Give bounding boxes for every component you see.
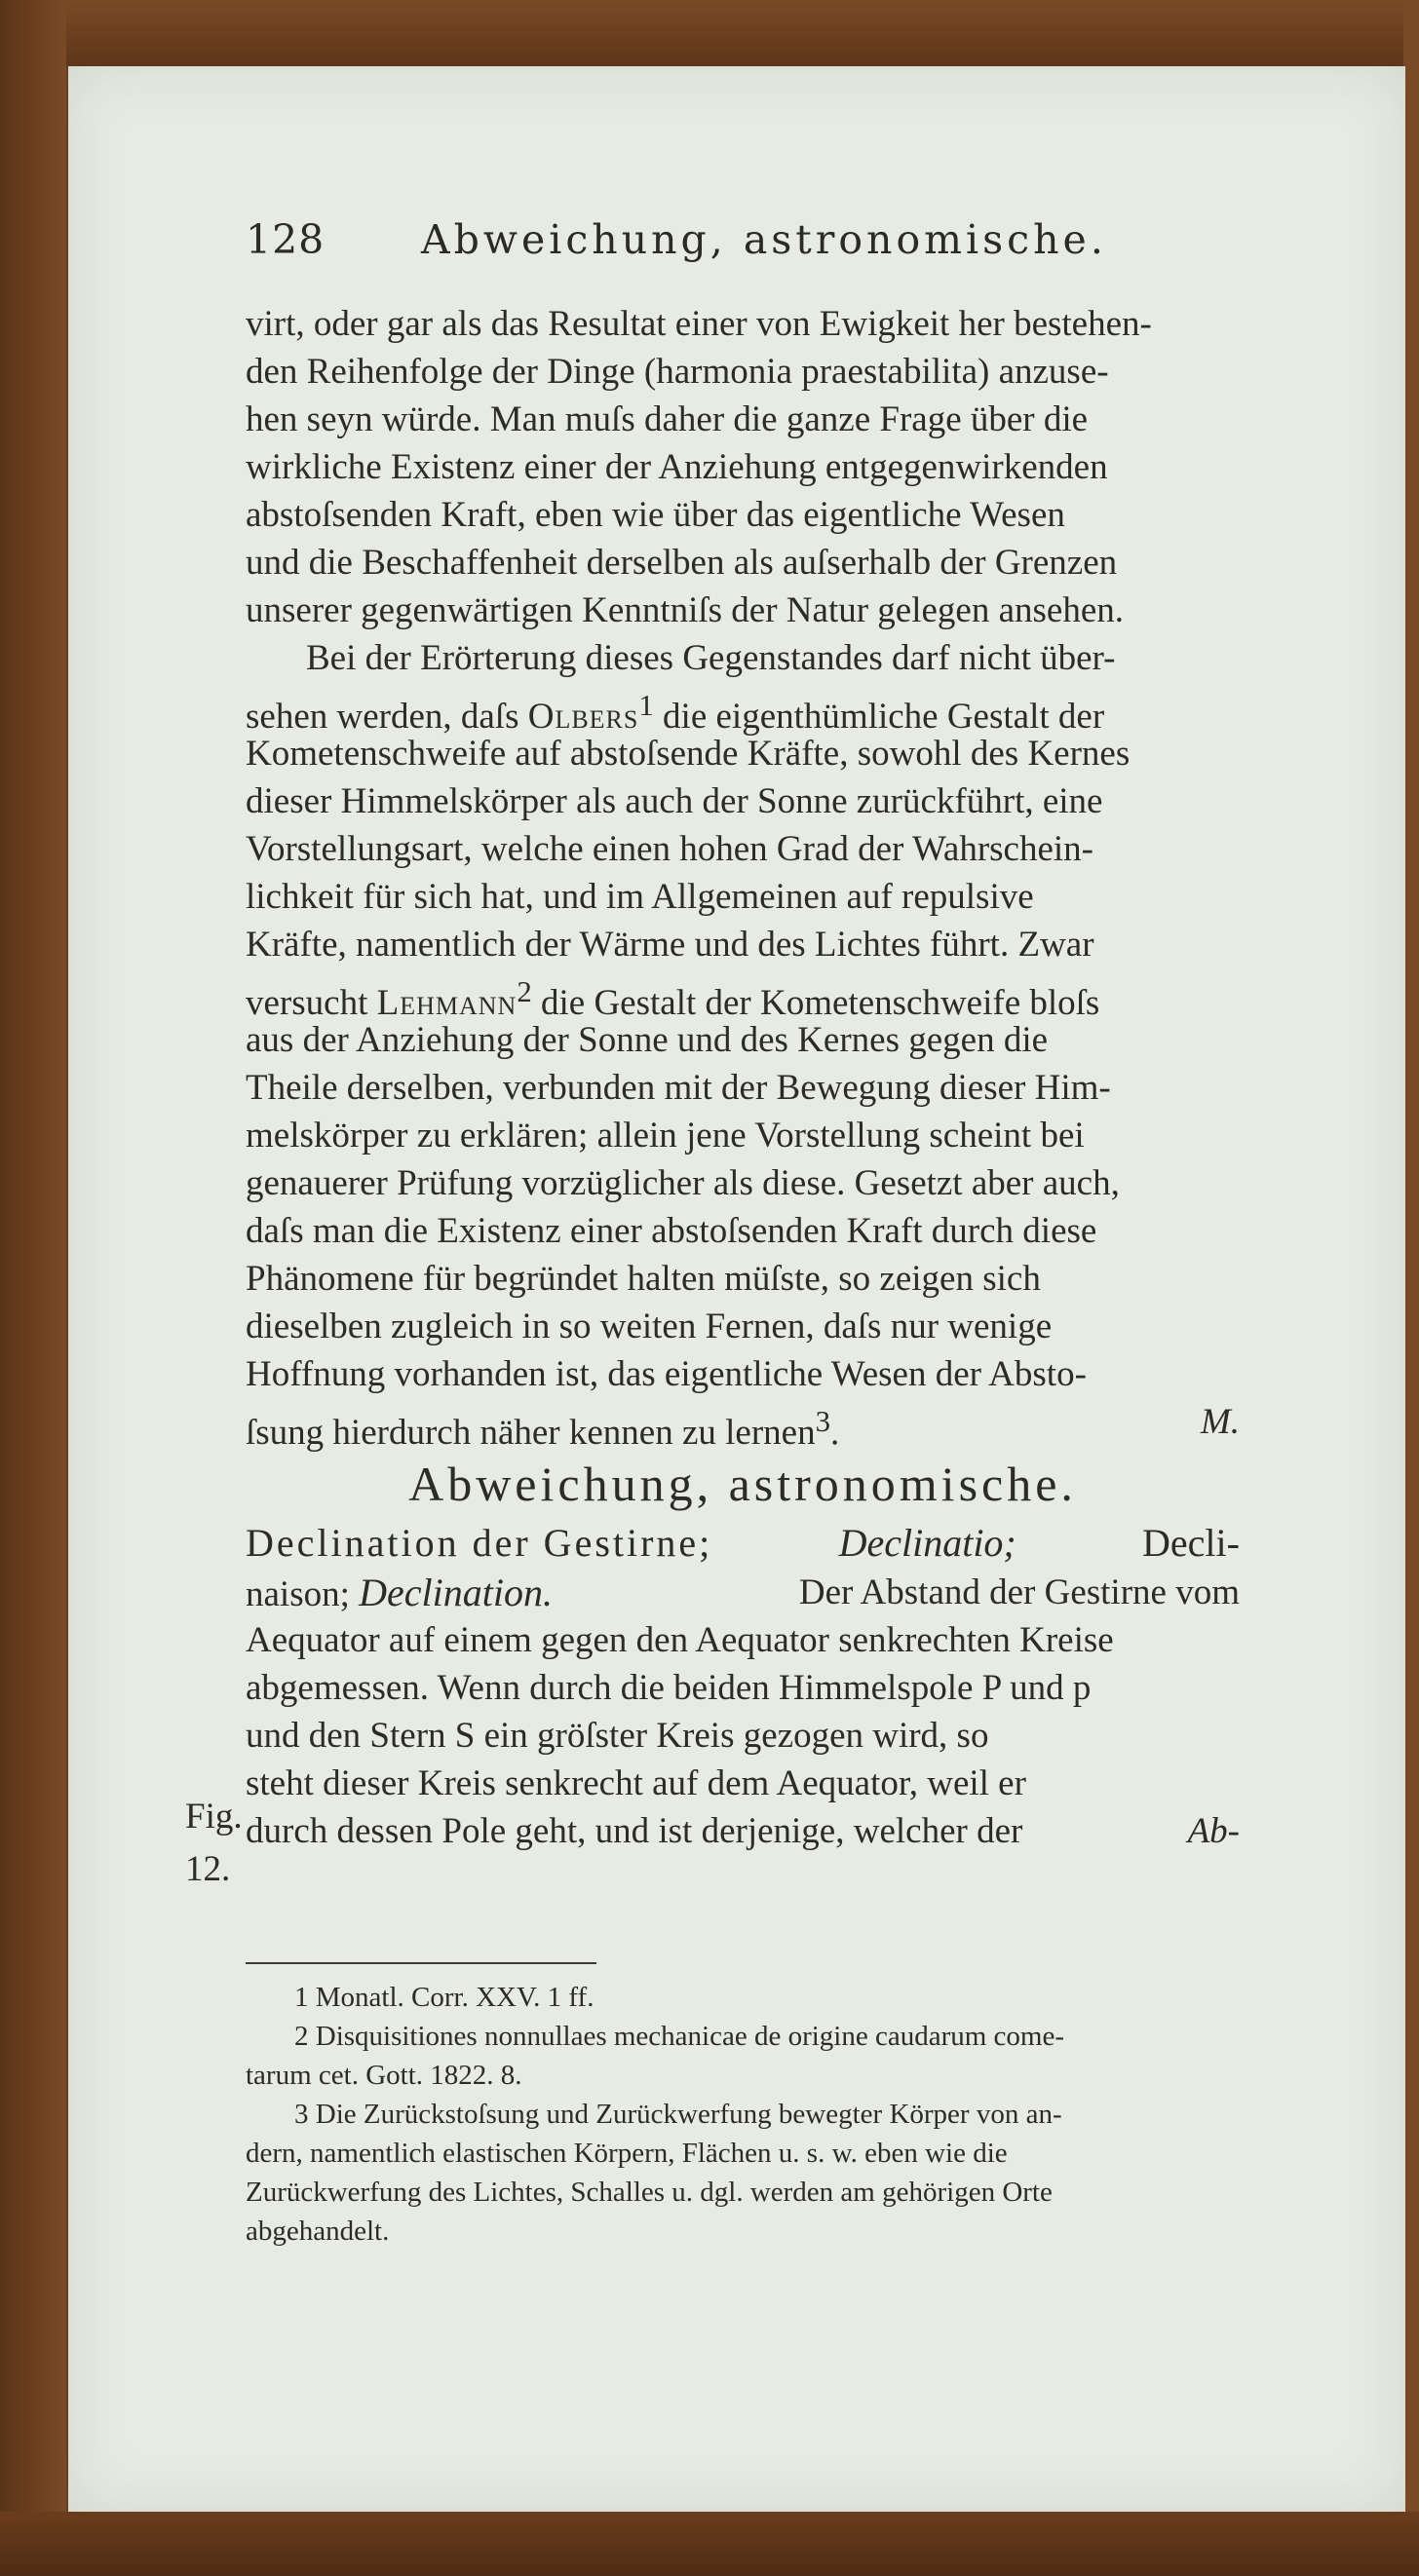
footnote-ref-2[interactable]: 2 [517, 975, 532, 1008]
text-line: Phänomene für begründet halten müſste, so zeigen sich [246, 1259, 1041, 1299]
footnote-ref-1[interactable]: 1 [638, 689, 654, 722]
text-line: den Reihenfolge der Dinge (harmonia praestabilita) anzuse- [246, 352, 1109, 392]
header-title: Abweichung, astronomische. [421, 216, 1107, 263]
book-edge-left [0, 0, 66, 2576]
page-number: 128 [246, 216, 326, 263]
footnote-2: 2 Disquisitiones nonnullaes mechanicae de origine caudarum come- [294, 2021, 1064, 2052]
text-line: sehen werden, daſs Olbers$^1$ die eigenthümliche Gestalt der [246, 682, 1240, 730]
text-line: versucht Lehmann$^2$ die Gestalt der Kometenschweife bloſs [246, 968, 1240, 1016]
footnote-2-cont: tarum cet. Gott. 1822. 8. [246, 2060, 522, 2091]
text-line: unserer gegenwärtigen Kenntniſs der Natur gelegen ansehen. [246, 590, 1125, 630]
text-line: Vorstellungsart, welche einen hohen Grad der Wahrschein- [246, 829, 1094, 869]
footnote-ref-3[interactable]: 3 [815, 1405, 830, 1438]
text-line: Kräfte, namentlich der Wärme und des Lichtes führt. Zwar [246, 925, 1094, 965]
running-header [246, 216, 1240, 275]
text-line: Aequator auf einem gegen den Aequator senkrechten Kreise [246, 1620, 1114, 1660]
text-line: steht dieser Kreis senkrecht auf dem Aequator, weil er [246, 1763, 1026, 1803]
text-line: abgemessen. Wenn durch die beiden Himmelspole P und p [246, 1668, 1092, 1708]
book-edge-bottom [0, 2512, 1419, 2576]
author-signature: M. [1200, 1402, 1240, 1442]
author-lehmann: Lehmann [376, 983, 518, 1024]
text-line: lichkeit für sich hat, und im Allgemeinen auf repulsive [246, 877, 1034, 917]
text-line: Bei der Erörterung dieses Gegenstandes darf nicht über- [306, 638, 1116, 678]
figure-label: Fig. [185, 1797, 243, 1837]
text-line: hen seyn würde. Man muſs daher die ganze Frage über die [246, 399, 1089, 439]
footnote-3-cont: abgehandelt. [246, 2216, 390, 2247]
text-line: Kometenschweife auf abstoſsende Kräfte, sowohl des Kernes [246, 734, 1131, 774]
text-line: abstoſsenden Kraft, eben wie über das eigentliche Wesen [246, 495, 1065, 535]
text-line: melskörper zu erklären; allein jene Vorstellung scheint bei [246, 1116, 1085, 1155]
text-line: und die Beschaffenheit derselben als auſserhalb der Grenzen [246, 543, 1118, 583]
footnotes [246, 1978, 1240, 2251]
text-line: Theile derselben, verbunden mit der Bewegung dieser Him- [246, 1068, 1111, 1108]
text-line: virt, oder gar als das Resultat einer von Ewigkeit her bestehen- [246, 304, 1152, 344]
text-line: ſsung hierdurch näher kennen zu lernen$^3$. M. [246, 1398, 1240, 1446]
book-edge-right [1403, 0, 1419, 2576]
footnote-3-cont: Zurückwerfung des Lichtes, Schalles u. dgl. werden am gehörigen Orte [246, 2177, 1053, 2208]
footnote-3-cont: dern, namentlich elastischen Körpern, Flächen u. s. w. eben wie die [246, 2138, 1008, 2169]
text-line: Declination der Gestirne; Declinatio; Decli- [246, 1521, 1240, 1565]
text-line: naison; Declination. Der Abstand der Gestirne vom [246, 1571, 1240, 1614]
footnote-1: 1 Monatl. Corr. XXV. 1 ff. [294, 1982, 594, 2013]
text-line: Hoffnung vorhanden ist, das eigentliche Wesen der Absto- [246, 1354, 1087, 1394]
text-line: dieselben zugleich in so weiten Fernen, daſs nur wenige [246, 1307, 1053, 1346]
footnote-rule [246, 1962, 596, 1964]
text-line: und den Stern S ein gröſster Kreis gezogen wird, so [246, 1716, 989, 1756]
text-line: genauerer Prüfung vorzüglicher als diese. Gesetzt aber auch, [246, 1163, 1120, 1203]
text-line: daſs man die Existenz einer abstoſsenden Kraft durch diese [246, 1211, 1097, 1251]
book-edge-top [0, 0, 1419, 68]
footnote-3: 3 Die Zurückstoſsung und Zurückwerfung bewegter Körper von an- [294, 2099, 1062, 2130]
text-line: wirkliche Existenz einer der Anziehung entgegenwirkenden [246, 447, 1108, 487]
article-heading: Abweichung, astronomische. [408, 1457, 1077, 1511]
text-line: durch dessen Pole geht, und ist derjenige, welcher der Ab- [246, 1811, 1240, 1851]
main-text [246, 300, 1240, 1855]
author-olbers: Olbers [527, 697, 639, 738]
text-line: aus der Anziehung der Sonne und des Kernes gegen die [246, 1020, 1049, 1060]
figure-number: 12. [185, 1849, 231, 1889]
text-line: dieser Himmelskörper als auch der Sonne zurückführt, eine [246, 781, 1103, 821]
